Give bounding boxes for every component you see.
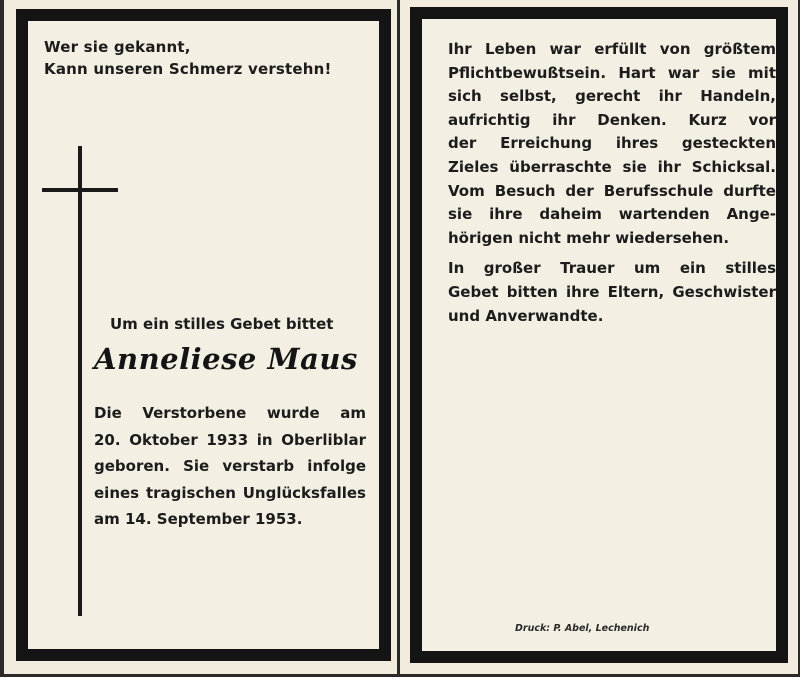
deceased-name: Anneliese Maus xyxy=(94,342,358,376)
bio-line: am 14. September 1953. xyxy=(94,510,303,528)
bio-line: geboren. Sie verstarb infolge xyxy=(94,457,366,475)
eulogy-line: Vom Besuch der Berufsschule durfte xyxy=(448,181,776,200)
memorial-poem xyxy=(44,36,332,80)
eulogy-line: hörigen nicht mehr wiedersehen. xyxy=(448,228,730,247)
eulogy-line: aufrichtig ihr Denken. Kurz vor xyxy=(448,110,776,129)
prayer-request: Um ein stilles Gebet bittet xyxy=(110,315,334,333)
printer-credit: Druck: P. Abel, Lechenich xyxy=(515,623,650,634)
eulogy-line: sich selbst, gerecht ihr Handeln, xyxy=(448,87,776,106)
left-card-panel xyxy=(4,0,397,674)
eulogy-line: und Anverwandte. xyxy=(448,306,604,325)
eulogy-paragraph-2 xyxy=(448,257,776,328)
eulogy-line: sie ihre daheim wartenden Ange- xyxy=(448,205,776,224)
bio-line: Die Verstorbene wurde am xyxy=(94,404,366,422)
poem-line: Kann unseren Schmerz verstehn! xyxy=(44,60,332,78)
eulogy-line: Gebet bitten ihre Eltern, Geschwister xyxy=(448,282,776,301)
poem-line: Wer sie gekannt, xyxy=(44,38,191,56)
bio-line: eines tragischen Unglücksfalles xyxy=(94,483,366,502)
eulogy-text xyxy=(448,38,776,328)
bio-line: 20. Oktober 1933 in Oberliblar xyxy=(94,430,366,449)
eulogy-line: Zieles überraschte sie ihr Schicksal. xyxy=(448,157,776,176)
eulogy-paragraph-1 xyxy=(448,38,776,250)
eulogy-line: Ihr Leben war erfüllt von größtem xyxy=(448,40,776,58)
eulogy-line: In großer Trauer um ein stilles xyxy=(448,259,776,278)
biography xyxy=(94,400,366,533)
cross-icon xyxy=(78,146,82,616)
left-mourning-border xyxy=(16,9,391,661)
eulogy-line: der Erreichung ihres gesteckten xyxy=(448,134,776,153)
cross-icon-bar xyxy=(42,188,118,192)
eulogy-line: Pflichtbewußtsein. Hart war sie mit xyxy=(448,63,776,82)
